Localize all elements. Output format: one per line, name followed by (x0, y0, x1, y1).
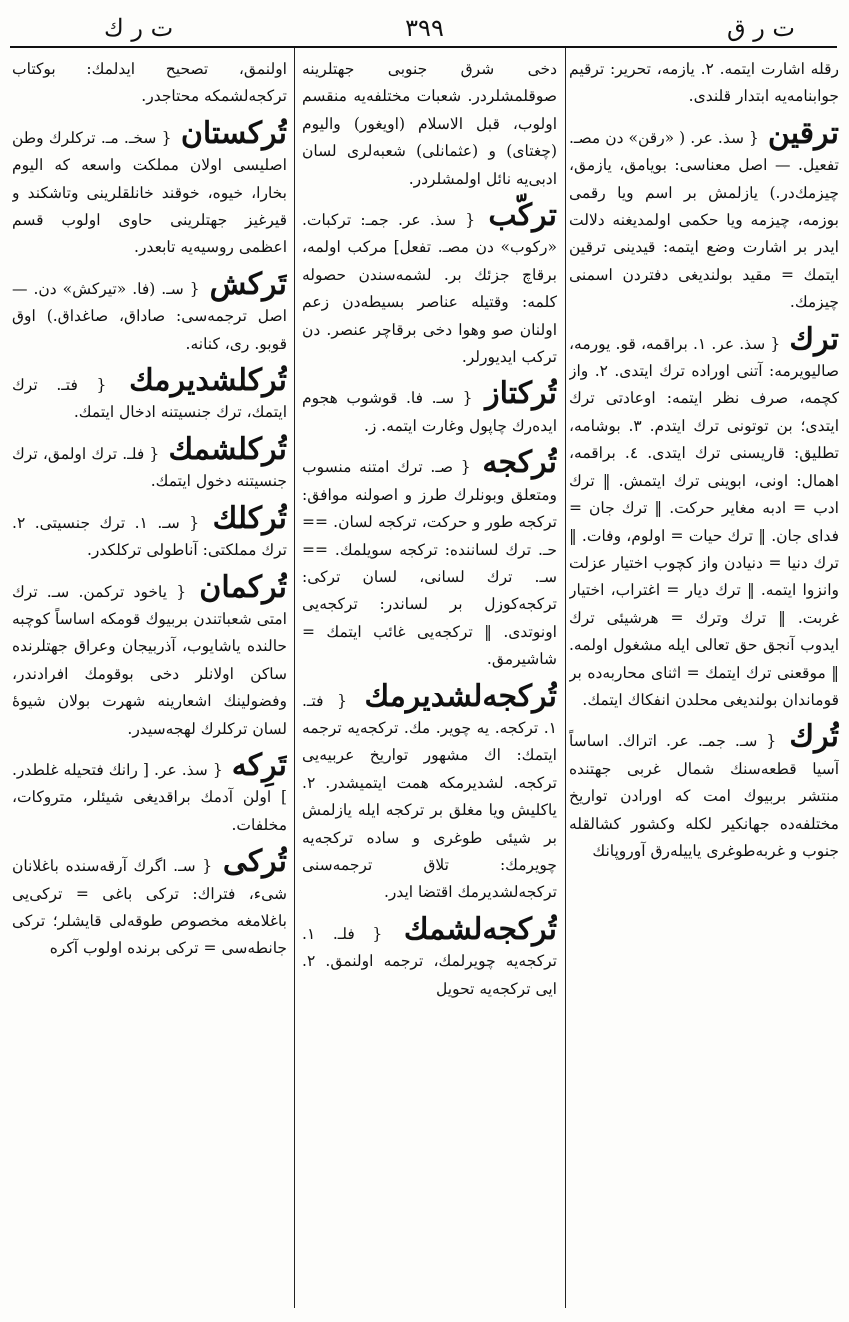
entry (12, 364, 287, 427)
entry-text: { صـ. ترك امتنه منسوب ومتعلق وبونلرك طرز و اصولنه موافق: ترکجه طور و حرکت، ترکجه لسان. == حـ. ترك لساننده: ترکجه سویلمك. == سـ. ترك لسانی، لسان ترکی: ترکجه‌کوزل بر لساندر: ترکجه‌یی اونوتدی. ‖ ترکجه‌یی غائب ایتمك = شاشیرمق. (302, 458, 557, 669)
entry (569, 323, 839, 715)
entry-headword: تُرکلشدیرمك (129, 363, 287, 399)
entry (302, 56, 557, 193)
entry-headword: تُرکجه‌لشدیرمك (364, 678, 557, 714)
entry-text: { سـ. جمـ. عر. اتراك. اساساً آسیا قطعه‌سنك شمال غربی جهتنده منتشر بربیوك امت که اورادن تواریخ مختلفه‌ده جهانکیر لکله وکشور کشالقله جنوب و غربه‌طوغری یاییله‌رق آوروپانك (569, 732, 839, 860)
entry-text: { سذ. عر. [ رانك فتحیله غلطدر. ] اولن آدمك براقدیغی شیئلر، متروکات، مخلفات. (12, 760, 287, 834)
entry (302, 446, 557, 673)
page-header (14, 10, 835, 50)
entry (302, 913, 557, 1003)
entry-text: { سذ. عر. ( «رقن» دن مصـ. تفعیل. — اصل معناسی: بویامق، یازمق، چیز‌مك‌در.) یازلمش بر اسم ویا رقمی بوزمه، چیزمه ویا حکمی اولمدیغنه دلالت ایدر بر اشارت وضع ایتمه: قیدینی ترقین ایتمك = مقید بولندیغی دفتردن اسمنی چیزمك. (569, 128, 839, 312)
entry-headword: تَرکش (209, 266, 287, 302)
entry-headword: تُرکمان (199, 569, 287, 605)
entry-text: { فتـ. ترك ایتمك، ترك جنسیتنه ادخال ایتمك. (12, 376, 287, 422)
entry-headword: تُرکلك (212, 500, 287, 536)
entry (12, 749, 287, 839)
entry-text: { سـ. ۱. ترك جنسیتی. ۲. ترك مملکتی: آناطولی ترکلکدر. (12, 513, 287, 560)
column-separator (565, 48, 566, 1308)
entry (12, 502, 287, 565)
entry (12, 845, 287, 963)
entry (12, 56, 287, 111)
entry-headword: تُرك (789, 719, 839, 755)
entry (302, 680, 557, 907)
entry-text: { یاخود ترکمن. سـ. ترك امتی شعباتندن بربیوك قومکه اساساً کوچبه حالنده یاشایوب، آذربیجان وعراق جهتلرنده ساکن اولانلر دخی بوقومك افرادندر، وفضولینك اشعارینه شهرت بولان شیوهٔ لسان ترکلرك لهجه‌سیدر. (12, 582, 287, 738)
entry-headword: تُرکی (222, 844, 287, 880)
entry-headword: تُرکجه‌لشمك (403, 911, 557, 947)
page-number: ۳۹۹ (405, 14, 444, 42)
entry-text: { فتـ. ۱. ترکجه. یه چویر. مك. ترکجه‌یه ترجمه ایتمك: اك مشهور تواریخ عربیه‌یی ترکجه. لشدیرمکه همت ایتمیشدر. ۲. یاکلیش ویا مغلق بر ترکجه ایله یازلمش بر شیئی طوغری و ساده ترکجه‌یه چویرمك: تلاق ترجمه‌سنی ترکجه‌لشدیرمك اقتضا ایدر. (302, 691, 557, 902)
entry-text: { سذ. عر. جمـ: ترکبات. «رکوب» دن مصـ. تفعل] مرکب اولمه، برقاچ جزئك بر. لشمه‌سندن حصوله کلمه: وقتیله عناصر بسیطه‌دن زعم اولنان صو وهوا دخی برقاچر عنصر. دن ترکب ایدیورلر. (302, 211, 557, 367)
entry (302, 199, 557, 371)
column-middle (302, 56, 557, 1312)
entry-text: اولنمق، تصحیح ایدلمك: بوکتاب ترکجه‌لشمکه محتاجدر. (12, 60, 287, 106)
entry-text: دخی شرق جنوبی جهتلرینه صوقلمشلردر. شعبات مختلفه‌یه منقسم اولوب، قبل الاسلام (اویغور) والیوم (چغتای) و (عثمانلی) شعبه‌لری لسان ادبی‌یه نائل اولمشلردر. (302, 60, 557, 188)
entry-text: { سـ. اگرك آرقه‌سنده باغلانان شیء، فتراك: ترکی باغی = ترکی‌یی باغلامغه مخصوص طوقه‌لی قایشلر؛ ترکی جانطه‌سی = ترکی برنده اولوب آکره (12, 857, 287, 958)
entry-text: { سـ. فا. قوشوب هجوم ایده‌رك چاپول وغارت ایتمه. ز. (302, 389, 557, 435)
entry (12, 433, 287, 496)
column-left (12, 56, 287, 1312)
entry-text: رقله اشارت ایتمه. ۲. یازمه، تحریر: ترقیم جوابنامه‌یه ابتدار قلندی. (569, 60, 839, 106)
header-letters-right: ت ر ق (726, 14, 795, 42)
entry-text: { سذ. عر. ۱. براقمه، قو. یورمه، صالیویرمه: آتنی اوراده ترك ایتدی. ۲. واز کچمه، صرف نظر ایتمه: اوعادتی ترك ایتدی؛ بن توتونی ترك ایتدم. ۳. بوشامه، تطلیق: قاریسنی ترك ایتدی. ٤. براقمه، اهمال: اونی، ابوینی ترك ایتمش. ‖ ترك ادب = ادبه مغایر حرکت. ‖ ترك جان = فدای جان. ‖ ترك حیات = اولوم، وفات. ‖ ترك دنیا = دنیادن واز کچوب اختیار عزلت وانزوا ایتمه. ‖ ترك دیار = اغتراب، اختیار غربت. ‖ ترك وترك = هرشیئی ترك ایدوب آنجق حق تعالی ایله مشغول اولمه. ‖ موقعنی ترك ایتمك = اثنای محاربه‌ده بر قوماندان بولندیغی محلدن انفکاك ایتمك. (569, 334, 839, 709)
entry (569, 720, 839, 865)
entry-headword: تُرکلشمك (168, 431, 287, 467)
entry (302, 377, 557, 440)
entry-headword: ترقین (767, 115, 839, 151)
entry (569, 56, 839, 111)
header-letters-left: ت ر ك (104, 14, 174, 42)
entry-headword: تُرکستان (180, 115, 287, 151)
entry-headword: ترك (789, 321, 839, 357)
entry (569, 117, 839, 317)
entry (12, 268, 287, 358)
entry (12, 571, 287, 743)
entry-headword: ترکّب (488, 198, 557, 234)
entry-headword: تُرکجه (482, 445, 557, 481)
entry-headword: تَرِکه (231, 747, 287, 783)
entry-text: { سخـ. مـ. ترکلرك وطن اصلیسی اولان مملکت واسعه که الیوم بخارا، خیوه، خوقند خانلقلرینی وتاشکند و قیرغیز جهتلرینی حاوی اولوب قسم اعظمی روسیه‌یه تابعدر. (12, 128, 287, 257)
header-rule (10, 46, 837, 48)
entry-text: { فلـ. ۱. ترکجه‌یه چویرلمك، ترجمه اولنمق. ۲. ایی ترکجه‌یه تحویل (302, 924, 557, 998)
column-right (569, 56, 839, 1312)
entry-text: { فلـ. ترك اولمق، ترك جنسیتنه دخول ایتمك. (12, 444, 287, 491)
entry-text: { سـ. (فا. «تیرکش» دن. — اصل ترجمه‌سی: صاداق، صاغداق.) اوق قوبو. ری، کنانه. (12, 279, 287, 353)
column-separator (294, 48, 295, 1308)
entry-headword: تُرکتاز (485, 376, 557, 412)
entry (12, 117, 287, 262)
